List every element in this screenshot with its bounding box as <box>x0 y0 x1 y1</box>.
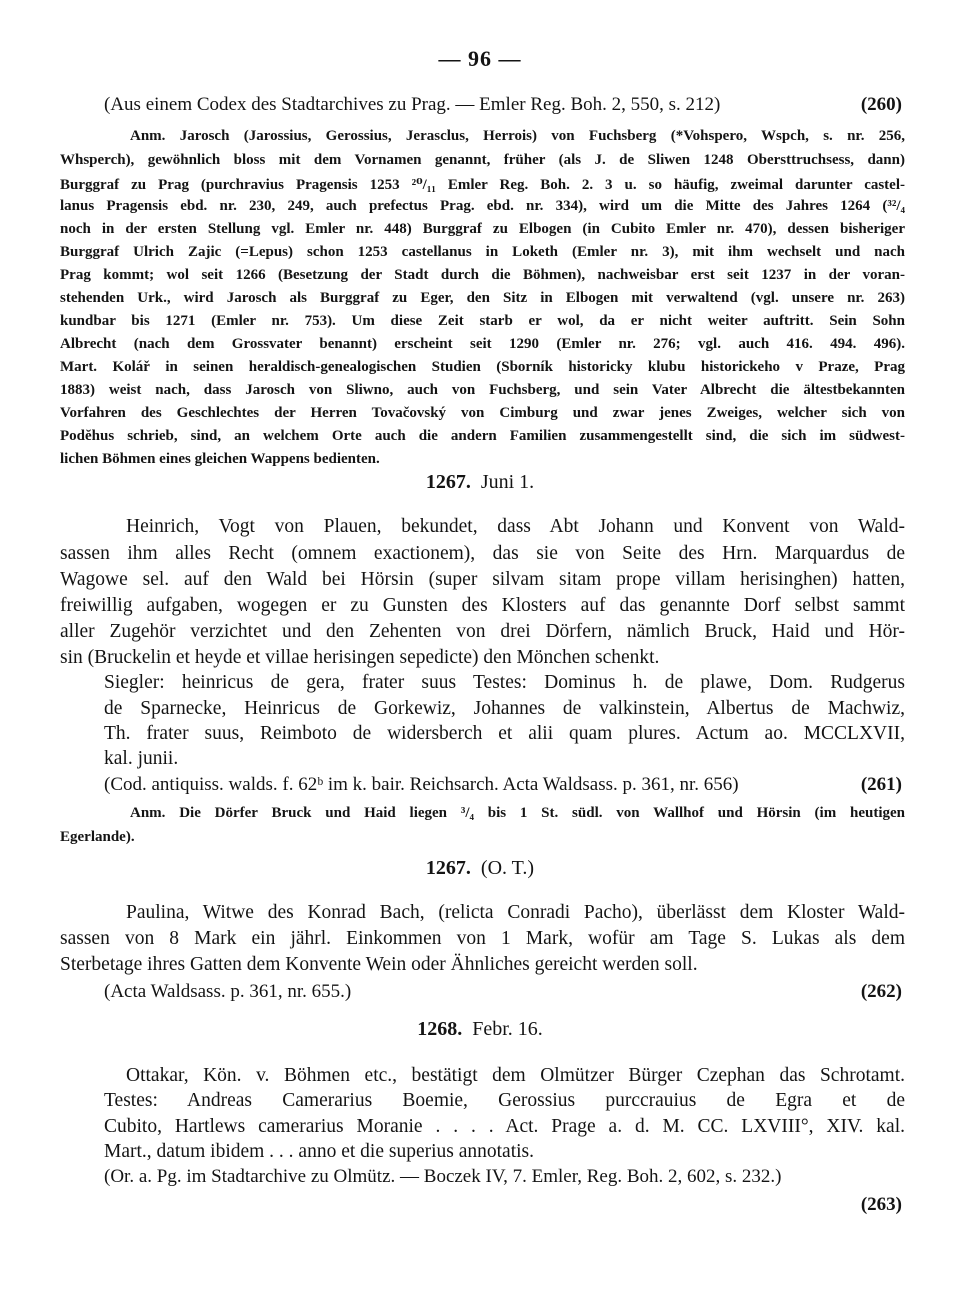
text-line: Mart., datum ibidem . . . anno et die superius annotatis. <box>104 1141 534 1162</box>
entry-heading <box>0 1018 960 1041</box>
annotation-line: Podĕhus schrieb, sind, an welchem Orte auch die andern Familien zusammengestellt sind, die sich im südwest- <box>60 428 905 444</box>
text-line: sassen ihm alles Recht (omnem exactionem), das sie von Seite des Hrn. Marquardus de <box>60 543 905 564</box>
witness-line: Siegler: heinricus de gera, frater suus Testes: Dominus h. de plawe, Dom. Rudgerus <box>104 672 905 693</box>
source-line: (Acta Waldsass. p. 361, nr. 655.) <box>104 981 352 1002</box>
annotation-line: Albrecht (nach dem Grossvater benannt) erscheint seit 1290 (Emler nr. 276; vgl. auch 416. 494. 496). <box>60 336 905 352</box>
annotation-line: Anm. Die Dörfer Bruck und Haid liegen ³/₄ bis 1 St. südl. von Wallhof und Hörsin (im heutigen <box>130 805 905 821</box>
text-line: Testes: Andreas Camerarius Boemie, Gerossius purccrauius de Egra et de <box>104 1090 905 1111</box>
entry-heading <box>0 471 960 494</box>
page-number: — 96 — <box>438 46 522 71</box>
entry-year: 1267. <box>425 857 471 879</box>
witness-line: de Sparnecke, Heinricus de Gorkewiz, Johannes de valkinstein, Albertus de Machwiz, <box>104 698 905 719</box>
entry-date: (O. T.) <box>480 857 535 879</box>
source-line: (Aus einem Codex des Stadtarchives zu Prag. — Emler Reg. Boh. 2, 550, s. 212) <box>104 94 721 115</box>
annotation-line: Vorfahren des Geschlechtes der Herren Tovačovský von Cimburg und zwar jenes Zweiges, welcher sich von <box>60 405 905 421</box>
annotation-line: lanus Pragensis ebd. nr. 230, 249, auch prefectus Prag. ebd. nr. 334), wird um die Mitte des Jahres 1264 (³²/₄ <box>60 198 905 214</box>
annotation-line: kundbar bis 1271 (Emler nr. 753). Um diese Zeit starb er wol, da er nicht weiter auftritt. Sein Sohn <box>60 313 905 329</box>
text-line: Wagowe sel. auf den Wald bei Hörsin (super silvam sitam prope villam herisinghen) hatten, <box>60 569 905 590</box>
witness-line: Th. frater suus, Reimboto de widersberch et alii quam plures. Actum ao. MCCLXVII, <box>104 723 905 744</box>
annotation-line: 1883) weist nach, dass Jarosch von Sliwno, auch von Fuchsberg, und sein Vater Albrecht die ältestbekannten <box>60 382 905 398</box>
text-line: Ottakar, Kön. v. Böhmen etc., bestätigt dem Olmützer Bürger Czephan das Schrotamt. <box>126 1065 905 1086</box>
text-line: Sterbetage ihres Gatten dem Konvente Wein oder Ähnliches gereicht werden soll. <box>60 954 698 975</box>
annotation-line: noch in der ersten Stellung vgl. Emler nr. 448) Burggraf zu Elbogen (in Cubito Emler nr. 470), dessen bisheriger <box>60 221 905 237</box>
entry-heading <box>0 857 960 880</box>
annotation-line: Mart. Kolář in seinen heraldisch-genealogischen Studien (Sborník historicky klubu historickeho v Praze, Prag <box>60 359 905 375</box>
entry-year: 1268. <box>417 1018 463 1040</box>
witness-line: kal. junii. <box>104 748 179 769</box>
entry-date: Febr. 16. <box>472 1018 543 1040</box>
annotation-line: stehenden Urk., wird Jarosch als Burggraf zu Eger, den Sitz in Elbogen mit verwaltend (vgl. unsere nr. 263) <box>60 290 905 306</box>
text-line: Heinrich, Vogt von Plauen, bekundet, dass Abt Johann und Konvent von Wald- <box>126 516 905 537</box>
entry-date: Juni 1. <box>480 471 535 493</box>
annotation-line: Egerlande). <box>60 829 135 845</box>
text-line: freiwillig aufgaben, wogegen er zu Gunsten des Klosters auf das genannte Dorf selbst sammt <box>60 595 905 616</box>
annotation-line: lichen Böhmen eines gleichen Wappens bedienten. <box>60 451 380 467</box>
annotation-line: Whsperch), gewöhnlich bloss mit dem Vornamen genannt, früher (als J. de Sliwen 1248 Obersttruchsess, dann) <box>60 152 905 168</box>
annotation-line: Prag kommt; wol seit 1266 (Besetzung der Stadt durch die Böhmen), nachweisbar erst seit 1237 in der voran- <box>60 267 905 283</box>
annotation-line: Anm. Jarosch (Jarossius, Gerossius, Jerasclus, Herrois) von Fuchsberg (*Vohspero, Wspch, s. nr. 256, <box>130 128 905 144</box>
text-line: sin (Bruckelin et heyde et villae herisingen sepedicte) den Mönchen schenkt. <box>60 647 660 668</box>
document-number: (261) <box>860 774 902 795</box>
text-line: Cubito, Hartlews camerarius Moranie . . . . Act. Prage a. d. M. CC. LXVIII°, XIV. kal. <box>104 1116 905 1137</box>
annotation-line: Burggraf zu Prag (purchravius Pragensis 1253 ²⁰/₁₁ Emler Reg. Boh. 2. 3 u. so häufig, zweimal darunter castel- <box>60 177 905 193</box>
document-number: (260) <box>860 94 902 115</box>
source-line: (Cod. antiquiss. walds. f. 62ᵇ im k. bair. Reichsarch. Acta Waldsass. p. 361, nr. 656) <box>104 774 739 795</box>
annotation-line: Burggraf Ulrich Zajic (=Lepus) schon 1253 castellanus in Loketh (Emler nr. 3), mit ihm wechselt und nach <box>60 244 905 260</box>
source-line: (Or. a. Pg. im Stadtarchive zu Olmütz. — Boczek IV, 7. Emler, Reg. Boh. 2, 602, s. 232.) <box>104 1166 782 1187</box>
entry-year: 1267. <box>425 471 471 493</box>
document-number: (263) <box>860 1194 902 1215</box>
document-number: (262) <box>860 981 902 1002</box>
text-line: aller Zugehör verzichtet und den Zehenten von drei Dörfern, nämlich Bruck, Haid und Hör- <box>60 621 905 642</box>
text-line: Paulina, Witwe des Konrad Bach, (relicta Conradi Pacho), überlässt dem Kloster Wald- <box>126 902 905 923</box>
text-line: sassen von 8 Mark ein jährl. Einkommen von 1 Mark, wofür am Tage S. Lukas als dem <box>60 928 905 949</box>
